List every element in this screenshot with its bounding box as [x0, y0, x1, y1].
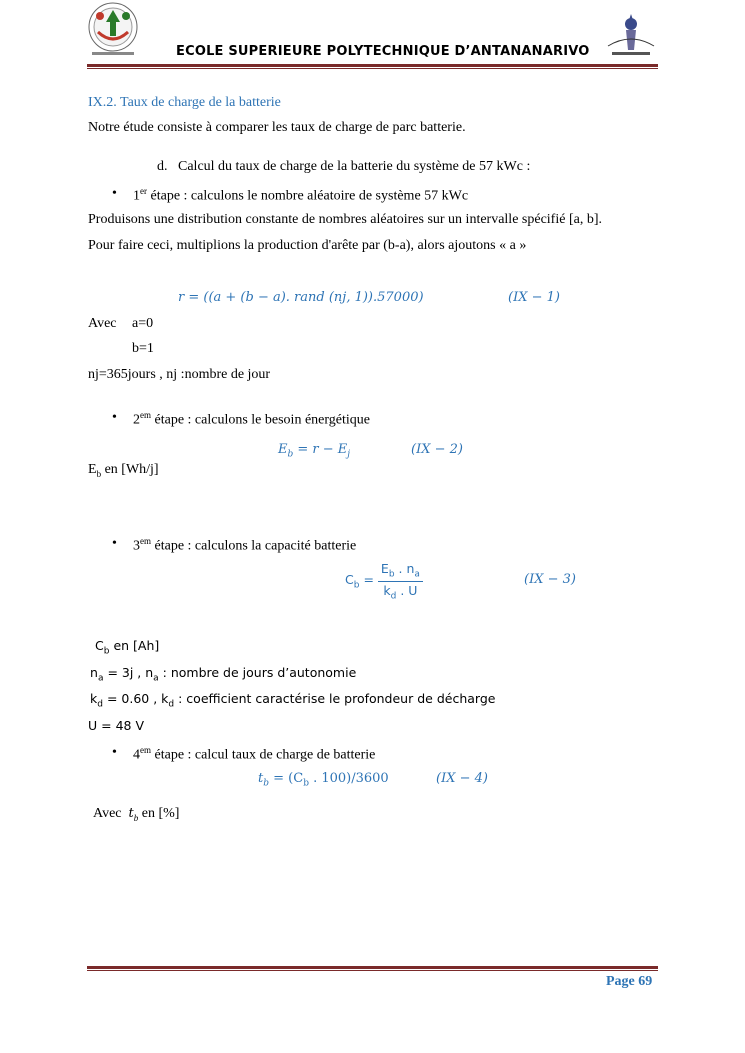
- na-text: = 3j , n: [107, 665, 154, 680]
- step1-para2: Pour faire ceci, multiplions la production d'arête par (b-a), alors ajoutons « a »: [88, 238, 527, 253]
- step1-num: 1: [133, 188, 140, 204]
- eb-unit: [88, 462, 159, 479]
- eq4-rhs-b: . 100)/3600: [313, 771, 389, 786]
- kd-text: = 0.60 , k: [106, 691, 169, 706]
- tb-symbol: t: [128, 806, 134, 821]
- cb-sub: b: [103, 646, 110, 657]
- eq4-rhs-a: = (C: [273, 771, 304, 786]
- step4-sup: em: [140, 745, 151, 755]
- tb-sub: b: [133, 812, 139, 823]
- na-desc: : nombre de jours d’autonomie: [162, 665, 357, 680]
- page-number: Page 69: [606, 974, 653, 989]
- eq2-mid: = r − E: [297, 442, 348, 457]
- na-definition: [90, 665, 356, 684]
- equation-ix2: [278, 442, 350, 460]
- kd-prefix: k: [90, 691, 98, 706]
- eb-prefix: E: [88, 462, 97, 477]
- intro-text: Notre étude consiste à comparer les taux de charge de parc batterie.: [88, 120, 466, 135]
- step3-text: étape : calculons la capacité batterie: [154, 538, 357, 554]
- eq3-num-sub: b: [388, 569, 395, 580]
- step2-text: étape : calculons le besoin énergétique: [154, 412, 370, 428]
- footer-rule-thin: [87, 970, 658, 971]
- tb-unit: [93, 806, 179, 823]
- step3-sup: em: [140, 536, 151, 546]
- header-rule: [87, 64, 658, 67]
- eq4-lhs: t: [258, 771, 264, 786]
- step2-line: [133, 410, 370, 429]
- eq3-num-e: E: [380, 561, 389, 576]
- step4-line: [133, 745, 375, 764]
- eq3-den-dot: . U: [400, 582, 418, 598]
- kd-sub: d: [97, 699, 103, 710]
- eq4-lhs-sub: b: [263, 778, 269, 789]
- eq3-lhs-sub: b: [353, 580, 360, 591]
- equation-label-ix2: (IX − 2): [411, 442, 463, 457]
- eq3-denominator: [378, 582, 423, 602]
- eq3-fraction: [378, 561, 423, 601]
- step3-line: [133, 536, 356, 555]
- eq3-lhs: C: [345, 571, 354, 587]
- eq2-mid-sub: j: [347, 449, 351, 460]
- eq3-num-dot: . n: [398, 561, 415, 576]
- na-sub: a: [97, 673, 104, 684]
- header-title: ECOLE SUPERIEURE POLYTECHNIQUE D’ANTANANARIVO: [176, 44, 590, 59]
- eq3-den-k: k: [383, 582, 391, 598]
- eq2-lhs: E: [278, 442, 288, 457]
- na-sub2: a: [153, 673, 159, 684]
- equation-label-ix3: (IX − 3): [524, 572, 576, 587]
- kd-definition: [90, 691, 495, 710]
- b-value: b=1: [132, 341, 154, 356]
- cb-unit: [95, 638, 159, 657]
- na-prefix: n: [90, 665, 98, 680]
- eq3-equals: =: [363, 571, 374, 587]
- step4-num: 4: [133, 747, 140, 763]
- school-logo: [86, 2, 140, 60]
- eq3-numerator: [378, 561, 423, 582]
- step2-sup: em: [140, 410, 151, 420]
- eb-sub: b: [96, 468, 102, 479]
- step4-text: étape : calcul taux de charge de batterie: [154, 747, 376, 763]
- equation-ix3: [345, 561, 423, 601]
- u-definition: U = 48 V: [88, 718, 144, 733]
- step1-text: étape : calculons le nombre aléatoire de système 57 kWc: [150, 188, 469, 204]
- equation-label-ix1: (IX − 1): [508, 290, 560, 305]
- bullet-icon: •: [112, 186, 117, 201]
- step1-sup: er: [140, 186, 147, 196]
- tb-text: en [%]: [141, 806, 180, 821]
- step2-num: 2: [133, 412, 140, 428]
- bullet-icon: •: [112, 410, 117, 425]
- equation-ix4: [258, 771, 389, 789]
- kd-sub2: d: [168, 699, 175, 710]
- nj-definition: nj=365jours , nj :nombre de jour: [88, 367, 271, 382]
- cb-text: en [Ah]: [113, 638, 160, 653]
- bullet-icon: •: [112, 536, 117, 551]
- eb-unit-text: en [Wh/j]: [104, 462, 159, 477]
- equation-label-ix4: (IX − 4): [436, 771, 488, 786]
- step1-para1: Produisons une distribution constante de nombres aléatoires sur un intervalle spécifié [a, b].: [88, 212, 602, 227]
- a-value: a=0: [132, 316, 154, 331]
- eq3-num-sub2: a: [414, 569, 420, 580]
- avec-label: Avec: [88, 316, 117, 331]
- equation-ix1: r = ((a + (b − a). rand (nj, 1)).57000): [178, 290, 424, 305]
- eq2-lhs-sub: b: [287, 449, 294, 460]
- eq4-rhs-sub: b: [303, 778, 309, 789]
- section-heading: IX.2. Taux de charge de la batterie: [88, 95, 281, 110]
- step1-line: [133, 186, 468, 205]
- industrial-engineering-logo: [604, 10, 658, 60]
- header-rule-thin: [87, 68, 658, 69]
- subheading: [157, 159, 530, 175]
- subheading-text: Calcul du taux de charge de la batterie du système de 57 kWc :: [178, 159, 531, 174]
- subheading-marker: d.: [157, 159, 168, 174]
- cb-prefix: C: [95, 638, 104, 653]
- step3-num: 3: [133, 538, 140, 554]
- footer-rule: [87, 966, 658, 969]
- kd-desc: : coefficient caractérise le profondeur de décharge: [178, 691, 496, 706]
- bullet-icon: •: [112, 745, 117, 760]
- eq3-den-sub: d: [390, 591, 397, 601]
- avec-label-2: Avec: [93, 806, 122, 821]
